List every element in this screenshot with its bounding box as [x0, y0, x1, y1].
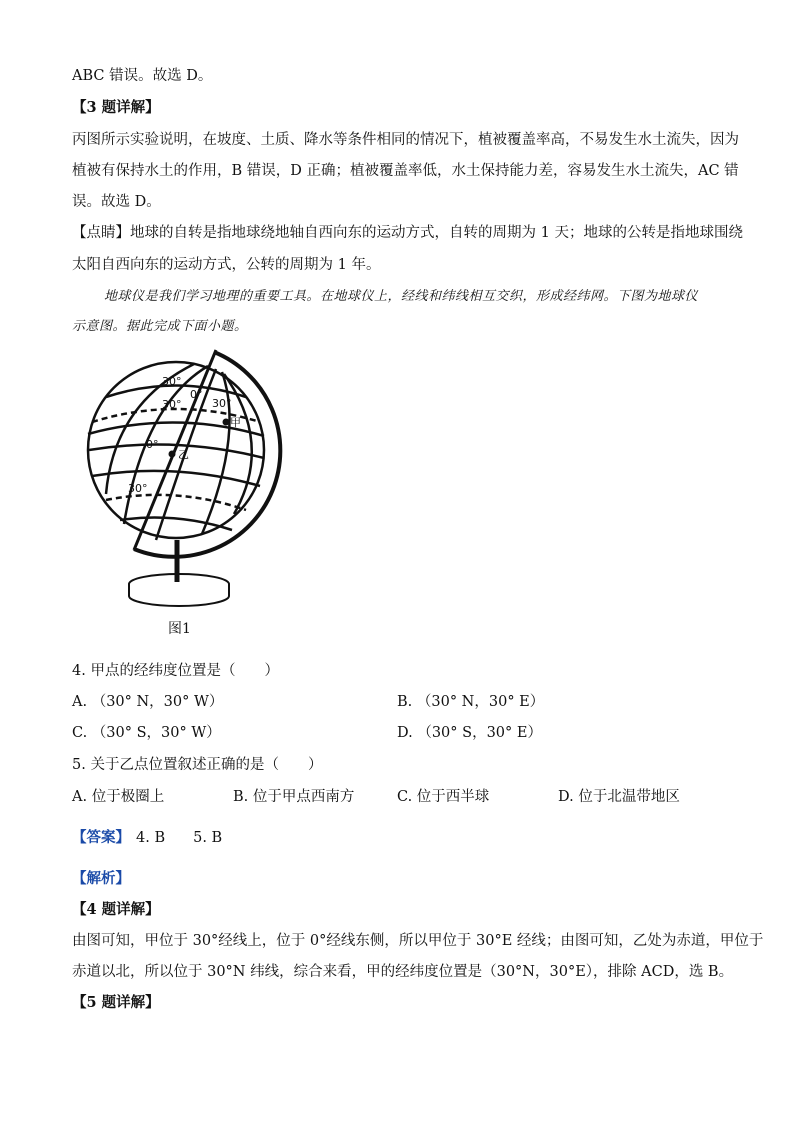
globe-figure: [84, 344, 284, 614]
q5-option-d[interactable]: D. 位于北温带地区: [558, 789, 680, 805]
answer-label: 【答案】: [72, 829, 130, 846]
q4-option-c[interactable]: C. （30° S，30° W）: [72, 725, 221, 741]
q5-option-b[interactable]: B. 位于甲点西南方: [233, 789, 355, 805]
text-line: 植被有保持水土的作用，B 错误，D 正确；植被覆盖率低，水土保持能力差，容易发生水土流失，AC 错: [72, 163, 739, 179]
question-5-stem: 5. 关于乙点位置叙述正确的是（ ）: [72, 757, 323, 773]
label-lat-30-top: 30°: [162, 375, 182, 388]
label-lon-30: 30°: [212, 397, 232, 410]
note-line: 太阳自西向东的运动方式，公转的周期为 1 年。: [72, 257, 381, 273]
text-line: ABC 错误。故选 D。: [72, 68, 213, 84]
q4-option-d[interactable]: D. （30° S，30° E）: [397, 725, 542, 741]
point-jia: [223, 419, 230, 426]
analysis-label: 【解析】: [72, 870, 130, 887]
section-heading: 【4 题详解】: [72, 901, 160, 918]
label-lon-0: 0°: [190, 388, 203, 401]
answer-5: 5. B: [193, 830, 223, 846]
analysis-line: 赤道以北，所以位于 30°N 纬线，综合来看，甲的经纬度位置是（30°N，30°E），排除 ACD，选 B。: [72, 964, 734, 980]
intro-line: 地球仪是我们学习地理的重要工具。在地球仪上，经线和纬线相互交织，形成经纬网。下图为地球仪: [104, 289, 699, 304]
globe-base-side: [129, 584, 229, 606]
section-heading: 【3 题详解】: [72, 99, 160, 116]
label-equator-0: 0°: [146, 438, 159, 451]
q5-option-a[interactable]: A. 位于极圈上: [72, 789, 165, 805]
label-lat-30-mid: 30°: [162, 398, 182, 411]
section-heading: 【5 题详解】: [72, 994, 160, 1011]
question-4-stem: 4. 甲点的经纬度位置是（ ）: [72, 663, 279, 679]
intro-line: 示意图。据此完成下面小题。: [72, 319, 248, 334]
figure-caption: 图1: [168, 621, 191, 637]
text-line: 丙图所示实验说明，在坡度、土质、降水等条件相同的情况下，植被覆盖率高，不易发生水土流失，因为: [72, 132, 739, 148]
label-yi: 乙: [178, 448, 189, 461]
answer-line: [72, 828, 222, 848]
q4-option-b[interactable]: B. （30° N，30° E）: [397, 694, 545, 710]
note-line: 【点睛】地球的自转是指地球绕地轴自西向东的运动方式，自转的周期为 1 天；地球的公转是指地球围绕: [72, 225, 743, 241]
analysis-line: 由图可知，甲位于 30°经线上，位于 0°经线东侧，所以甲位于 30°E 经线；由图可知，乙处为赤道，甲位于: [72, 933, 764, 949]
text-line: 误。故选 D。: [72, 194, 161, 210]
q5-option-c[interactable]: C. 位于西半球: [397, 789, 490, 805]
label-jia: 甲: [230, 416, 241, 429]
point-yi: [169, 451, 176, 458]
label-lat-30-south: 30°: [128, 482, 148, 495]
answer-4: 4. B: [136, 830, 166, 846]
q4-option-a[interactable]: A. （30° N，30° W）: [72, 694, 224, 710]
